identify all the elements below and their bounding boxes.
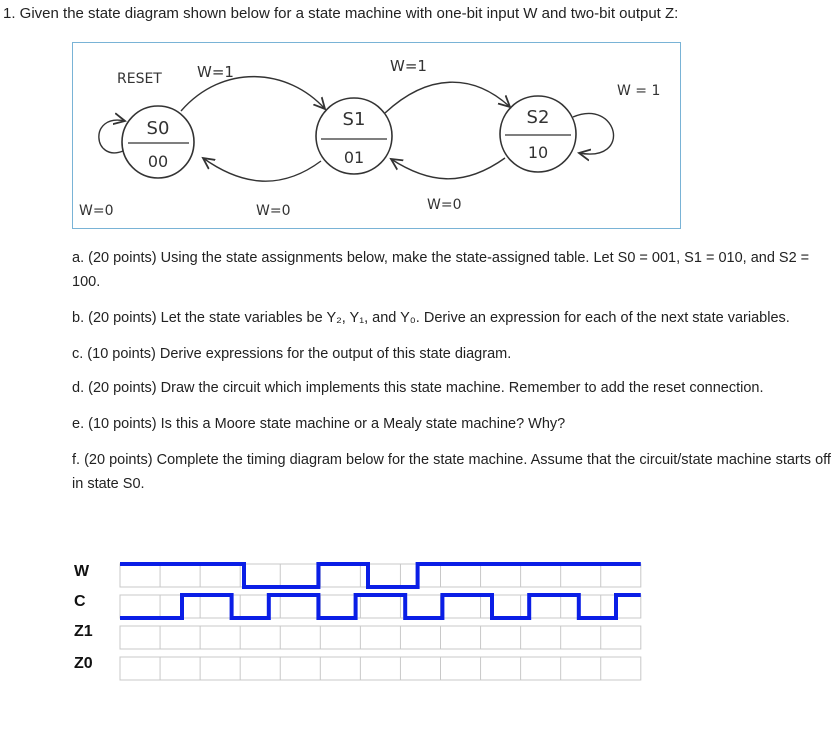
arrow-s1-to-s0 [203,158,321,181]
state-s0 [122,106,194,178]
arrow-s2-self [573,113,614,154]
state-s1 [316,98,392,174]
w-waveform [120,564,641,587]
part-a: a. (20 points) Using the state assignments below, make the state-assigned table. Let S0 = 001, S1 = 010, and S2 = 100. [72,250,810,290]
label-s0-self: W=0 [79,203,114,219]
part-b: b. (20 points) Let the state variables be Y₂, Y₁, and Y₀. Derive an expression for each of the next state variables. [72,310,790,326]
signal-label-z0: Z0 [74,655,93,672]
label-s2-to-s0: W=0 [427,197,462,213]
s1-output: 01 [343,148,365,167]
reset-label: RESET [117,71,162,87]
question-title: 1. Given the state diagram shown below for a state machine with one-bit input W and two-bit output Z: [3,5,679,22]
c-waveform [120,595,641,618]
timing-row-box [120,657,641,680]
s2-name: S2 [526,107,550,128]
signal-label-c: C [74,593,86,610]
s0-output: 00 [147,152,169,171]
arrow-s1-to-s2 [385,82,510,113]
label-s0-to-s1: W=1 [197,63,234,81]
s2-output: 10 [527,143,549,162]
part-c: c. (10 points) Derive expressions for the output of this state diagram. [72,346,512,362]
part-f: f. (20 points) Complete the timing diagram below for the state machine. Assume that the circuit/state machine starts off in state S0. [72,452,831,492]
arrow-s2-to-s0 [391,158,505,179]
arrow-s0-to-s1 [181,77,325,111]
timing-row-box [120,595,641,618]
part-e: e. (10 points) Is this a Moore state machine or a Mealy state machine? Why? [72,416,566,432]
s1-name: S1 [342,109,366,130]
label-s1-to-s2: W=1 [390,57,427,75]
timing-row-box [120,626,641,649]
question-parts [72,246,832,508]
s0-name: S0 [146,118,170,139]
state-s2 [500,96,576,172]
timing-row-box [120,564,641,587]
state-diagram [72,42,681,229]
state-diagram-drawing [73,43,682,230]
part-d: d. (20 points) Draw the circuit which implements this state machine. Remember to add the reset connection. [72,380,764,396]
arrow-s0-self [99,120,125,153]
label-s1-to-s0: W=0 [256,203,291,219]
signal-label-w: W [74,563,90,580]
timing-grid [114,556,694,686]
label-s2-self: W = 1 [617,83,661,99]
signal-label-z1: Z1 [74,623,93,640]
